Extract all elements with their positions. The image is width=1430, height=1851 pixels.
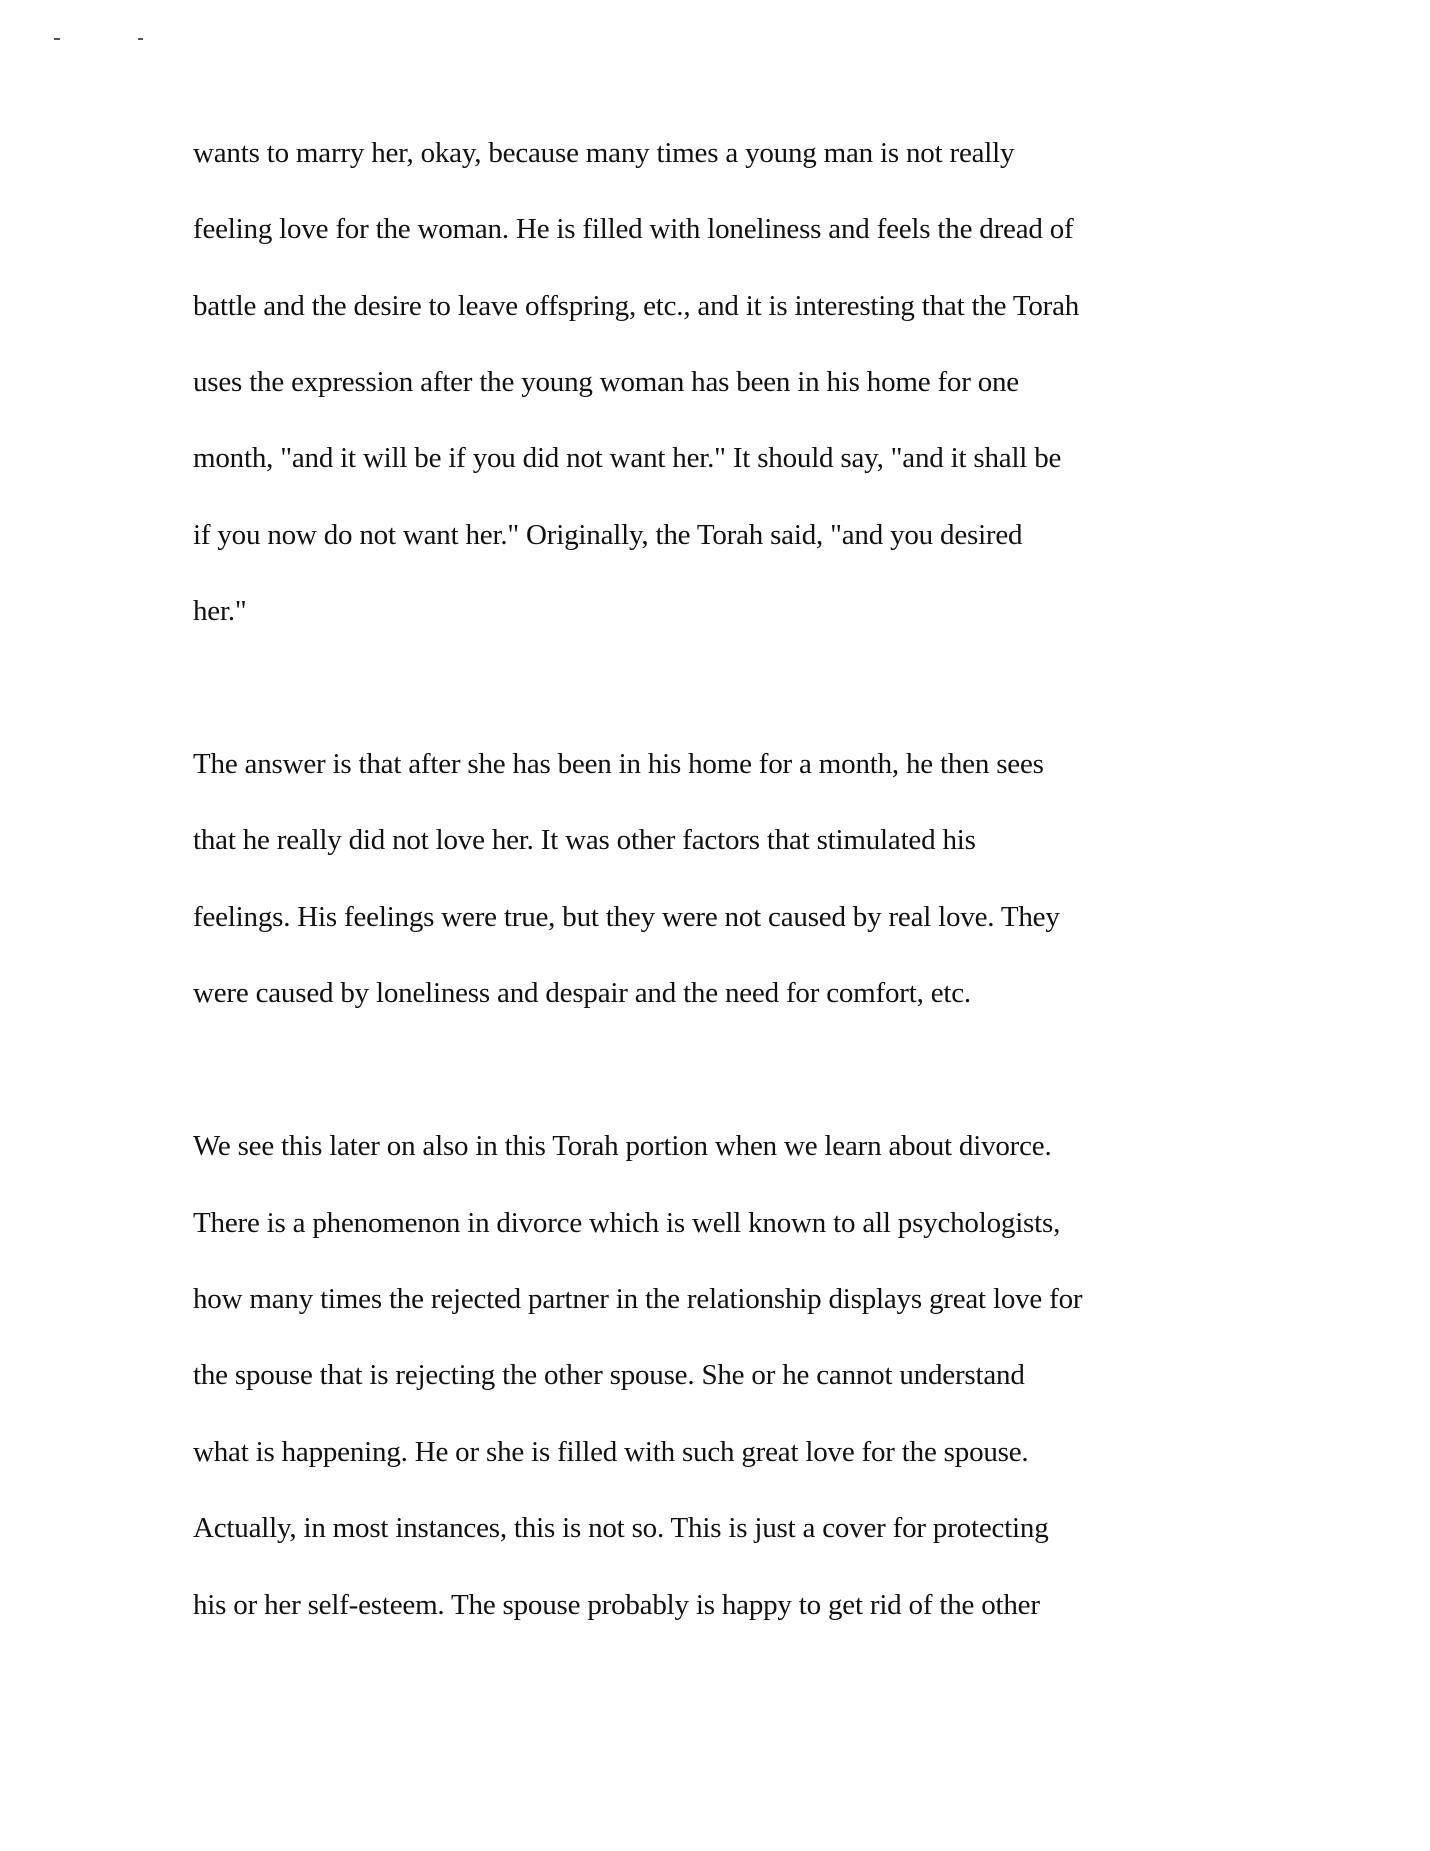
paragraph-3-line-2: There is a phenomenon in divorce which is well known to all psychologists, (193, 1207, 1061, 1239)
paragraph-3-line-1: We see this later on also in this Torah portion when we learn about divorce. (193, 1130, 1052, 1162)
paragraph-2-line-3: feelings. His feelings were true, but they were not caused by real love. They (193, 901, 1060, 933)
paragraph-3-line-4: the spouse that is rejecting the other spouse. She or he cannot understand (193, 1359, 1025, 1391)
paragraph-2-line-2: that he really did not love her. It was other factors that stimulated his (193, 824, 976, 856)
scan-speck (138, 38, 143, 40)
paragraph-1-line-2: feeling love for the woman. He is filled with loneliness and feels the dread of (193, 213, 1074, 245)
paragraph-3-line-5: what is happening. He or she is filled with such great love for the spouse. (193, 1436, 1029, 1468)
paragraph-3-line-6: Actually, in most instances, this is not so. This is just a cover for protecting (193, 1512, 1049, 1544)
paragraph-1-line-4: uses the expression after the young woman has been in his home for one (193, 366, 1019, 398)
paragraph-3-line-3: how many times the rejected partner in the relationship displays great love for (193, 1283, 1083, 1315)
paragraph-1-line-3: battle and the desire to leave offspring, etc., and it is interesting that the Torah (193, 290, 1080, 322)
paragraph-2-line-1: The answer is that after she has been in his home for a month, he then sees (193, 748, 1044, 780)
paragraph-2-line-4: were caused by loneliness and despair and the need for comfort, etc. (193, 977, 971, 1009)
paragraph-3-line-7: his or her self-esteem. The spouse probably is happy to get rid of the other (193, 1589, 1040, 1621)
scan-speck (54, 38, 60, 40)
paragraph-1-line-1: wants to marry her, okay, because many times a young man is not really (193, 137, 1015, 169)
paragraph-1-line-7: her." (193, 595, 247, 627)
paragraph-1-line-6: if you now do not want her." Originally, the Torah said, "and you desired (193, 519, 1023, 551)
paragraph-1-line-5: month, "and it will be if you did not want her." It should say, "and it shall be (193, 442, 1062, 474)
